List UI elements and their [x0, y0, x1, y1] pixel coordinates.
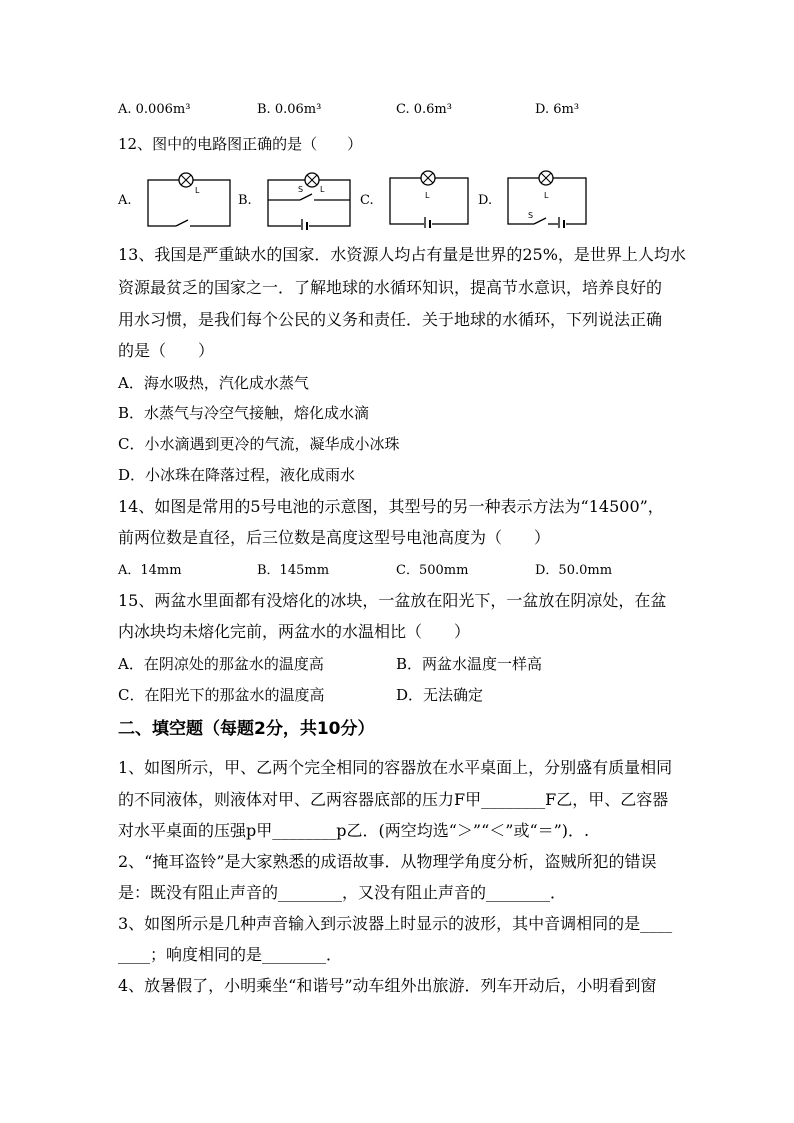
q13-option-b: B．水蒸气与冷空气接触，熔化成水滴: [118, 404, 370, 422]
q15-stem-line-2: 内冰块均未熔化完前，两盆水的水温相比（ ）: [118, 622, 471, 641]
fill1-line-2: 的不同液体，则液体对甲、乙两容器底部的压力F甲________F乙，甲、乙容器: [118, 790, 669, 809]
q11-option-a: A. 0.006m³: [118, 102, 191, 117]
q13-stem-line-4: 的是（ ）: [118, 341, 215, 360]
lamp-label-d: L: [544, 191, 549, 200]
q13-option-c: C．小水滴遇到更冷的气流，凝华成小冰珠: [118, 435, 400, 453]
fill1-line-1: 1、如图所示，甲、乙两个完全相同的容器放在水平桌面上，分别盛有质量相同: [118, 758, 673, 777]
fill4-line-1: 4、放暑假了，小明乘坐“和谐号”动车组外出旅游．列车开动后，小明看到窗: [118, 976, 657, 995]
q11-option-c: C. 0.6m³: [396, 102, 452, 117]
q15-option-a: A．在阴凉处的那盆水的温度高: [118, 655, 324, 673]
q15-option-d: D．无法确定: [396, 686, 484, 704]
q12-label-d: D.: [478, 193, 493, 208]
q12-label-c: C.: [360, 193, 374, 208]
fill2-line-1: 2、“掩耳盗铃”是大家熟悉的成语故事．从物理学角度分析，盗贼所犯的错误: [118, 852, 657, 871]
fill2-line-2: 是：既没有阻止声音的________，又没有阻止声音的________．: [118, 883, 567, 902]
lamp-label-a: L: [195, 186, 200, 195]
circuit-diagram-c: [388, 168, 472, 228]
q11-option-b: B. 0.06m³: [257, 102, 322, 117]
q12-stem: 12、图中的电路图正确的是（ ）: [118, 135, 363, 153]
q14-stem-line-1: 14、如图是常用的5号电池的示意图，其型号的另一种表示方法为“14500”，: [118, 497, 664, 516]
q15-option-b: B．两盆水温度一样高: [396, 655, 543, 673]
q14-option-a: A．14mm: [118, 563, 182, 578]
circuit-diagram-a: [146, 170, 232, 230]
switch-label-b: S: [298, 185, 304, 194]
fill3-line-1: 3、如图所示是几种声音输入到示波器上时显示的波形，其中音调相同的是____: [118, 914, 673, 933]
q13-option-d: D．小冰珠在降落过程，液化成雨水: [118, 466, 356, 484]
circuit-diagram-d: [506, 168, 590, 228]
circuit-diagram-b: [266, 170, 352, 230]
q13-stem-line-2: 资源最贫乏的国家之一．了解地球的水循环知识，提高节水意识，培养良好的: [118, 278, 663, 297]
switch-label-d: S: [528, 211, 534, 220]
fill1-line-3: 对水平桌面的压强p甲________p乙．(两空均选“＞”“＜”或“＝”)．.: [118, 821, 590, 840]
lamp-label-c: L: [425, 191, 430, 200]
lamp-label-b: L: [320, 185, 325, 194]
q14-option-d: D．50.0mm: [535, 563, 613, 578]
fill3-line-2: ____；响度相同的是________．: [118, 945, 343, 964]
q14-option-b: B．145mm: [257, 563, 330, 578]
q12-label-a: A.: [118, 193, 132, 208]
q12-label-b: B.: [238, 193, 252, 208]
q13-stem-line-1: 13、我国是严重缺水的国家．水资源人均占有量是世界的25%，是世界上人均水: [118, 245, 686, 264]
q14-stem-line-2: 前两位数是直径，后三位数是高度这型号电池高度为（ ）: [118, 528, 551, 547]
q13-stem-line-3: 用水习惯，是我们每个公民的义务和责任．关于地球的水循环，下列说法正确: [118, 310, 663, 329]
section-heading: 二、填空题（每题2分，共10分）: [118, 719, 375, 739]
q13-option-a: A．海水吸热，汽化成水蒸气: [118, 374, 309, 392]
q11-option-d: D. 6m³: [535, 102, 580, 117]
q15-option-c: C．在阳光下的那盆水的温度高: [118, 686, 325, 704]
q14-option-c: C．500mm: [396, 563, 469, 578]
q15-stem-line-1: 15、两盆水里面都有没熔化的冰块，一盆放在阳光下，一盆放在阴凉处，在盆: [118, 591, 667, 610]
